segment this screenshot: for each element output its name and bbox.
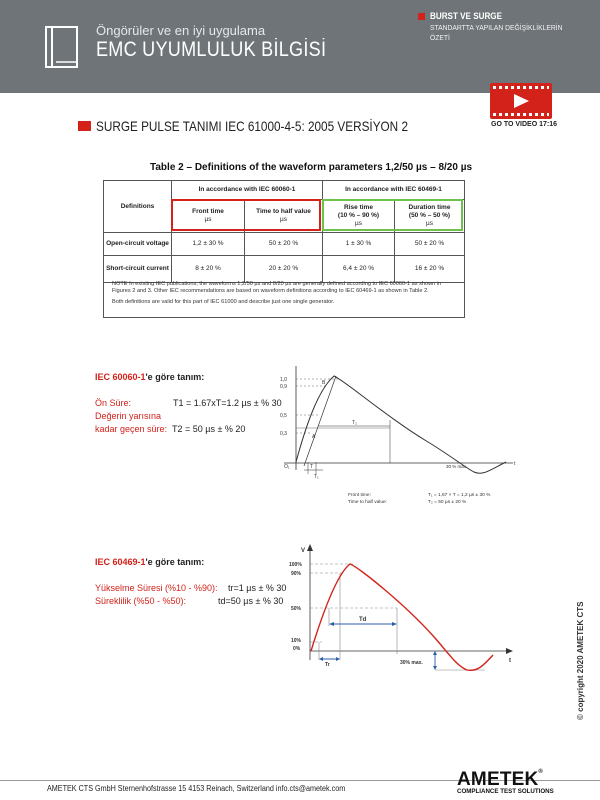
col-half-value: Time to half value µs (245, 200, 323, 233)
table-note (112, 281, 457, 307)
table-cell: 1 ± 30 % (323, 233, 395, 256)
table-cell: 1,2 ± 30 % (172, 233, 245, 256)
front-time-caption: Front time: (348, 493, 371, 498)
play-icon (514, 94, 529, 108)
footer-address: AMETEK CTS GmbH Sternenhofstrasse 15 4153 Reinach, Switzerland info.cts@ametek.com (47, 784, 346, 793)
y-tick-label: 0,3 (280, 431, 287, 437)
half-value-label-1: Değerin yarısına (95, 411, 162, 421)
def2-heading: IEC 60469-1'e göre tanım: (95, 557, 205, 567)
half-value-label-2: kadar geçen süre: (95, 424, 168, 434)
y-tick-label: 100% (289, 562, 302, 568)
copyright-notice: © copyright 2020 AMETEK CTS (576, 601, 585, 720)
half-value-caption: Time to half value: (348, 500, 388, 505)
y-tick-label: 0,5 (280, 413, 287, 419)
point-b-label: B (322, 380, 326, 386)
y-tick-label: 0,9 (280, 384, 287, 390)
header-subtitle: Öngörüler ve en iyi uygulama (96, 23, 266, 38)
table-cell: 6,4 ± 20 % (323, 256, 395, 283)
filmstrip-icon (493, 86, 549, 89)
y-tick-label: 0% (293, 646, 301, 652)
waveform-graph-60469 (285, 542, 525, 682)
point-a-label: A (312, 434, 316, 440)
table-cell: 50 ± 20 % (245, 233, 323, 256)
table-cell: 20 ± 20 % (245, 256, 323, 283)
table-cell: 16 ± 20 % (395, 256, 465, 283)
topic-marker (418, 13, 425, 20)
row-label: Open-circuit voltage (104, 233, 172, 256)
section-marker (78, 121, 91, 131)
table-header-group1: In accordance with IEC 60060-1 (172, 181, 323, 200)
y-tick-label: 1,0 (280, 377, 287, 383)
col-rise-time: Rise time (10 % – 90 %) µs (323, 200, 395, 233)
rise-time-label: Yükselme Süresi (%10 - %90): (95, 583, 218, 593)
section-title: SURGE PULSE TANIMI IEC 61000-4-5: 2005 VERSİYON 2 (96, 118, 408, 134)
company-tagline: COMPLIANCE TEST SOLUTIONS (457, 788, 554, 795)
x-axis-label: t (509, 658, 511, 664)
page-title: EMC UYUMLULUK BİLGİSİ (96, 38, 327, 61)
rise-time-value: tr=1 µs ± % 30 (228, 583, 287, 593)
table-header-group2: In accordance with IEC 60469-1 (323, 181, 465, 200)
y-tick-label: 90% (291, 571, 302, 577)
table-row (104, 256, 465, 283)
duration-value: td=50 µs ± % 30 (218, 596, 284, 606)
highlight-iec60469 (322, 199, 463, 231)
waveform-table (103, 180, 465, 283)
half-value-value: T2 = 50 µs ± % 20 (172, 424, 246, 434)
o1-label: O₁ (284, 464, 290, 470)
col-duration: Duration time (50 % – 50 %) µs (395, 200, 465, 233)
front-time-formula: T₁ = 1,67 × T = 1,2 µs ± 30 % (428, 493, 491, 498)
row-label: Short-circuit current (104, 256, 172, 283)
half-value-formula: T₂ = 50 µs ± 20 % (428, 500, 467, 505)
table-caption: Table 2 – Definitions of the waveform parameters 1,2/50 µs – 8/20 µs (150, 162, 473, 173)
highlight-iec60060 (171, 199, 321, 231)
y-tick-label: 10% (291, 638, 302, 644)
table-cell: 50 ± 20 % (395, 233, 465, 256)
filmstrip-icon (493, 113, 549, 116)
t-label: T (310, 464, 314, 470)
book-icon (43, 25, 80, 69)
def1-heading: IEC 60060-1'e göre tanım: (95, 372, 205, 382)
video-link-label[interactable]: GO TO VIDEO 17:16 (491, 121, 558, 128)
table-header-definitions: Definitions (104, 181, 172, 233)
y-tick-label: 50% (291, 606, 302, 612)
front-time-value: T1 = 1.67xT=1.2 µs ± % 30 (173, 398, 282, 408)
t2-label: T₂ (352, 420, 357, 426)
duration-label: Süreklilik (%50 - %50): (95, 596, 187, 606)
table-note-text-2: Both definitions are valid for this part of IEC 61000 and describe just one single generator. (112, 299, 335, 306)
max-undershoot-label: 30% max. (400, 660, 423, 666)
table-cell: 8 ± 20 % (172, 256, 245, 283)
topic-subtitle: STANDARTTA YAPILAN DEĞİŞİKLİKLERİN ÖZETİ (430, 23, 563, 42)
company-logo: AMETEK® (457, 769, 544, 790)
x-axis-label: t (514, 461, 516, 467)
table-note-text: NOTE In existing IEC publications, the waveforms 1,2/50 µs and 8/20 µs are generally defined according to IEC 60060-1 as shown in Figures 2 and 3. Other IEC recommendations are based on waveform definitions according to IEC 60469-1 as shown in Table 2. (112, 281, 442, 295)
table-row (104, 233, 465, 256)
v-axis-label: V (301, 548, 306, 554)
t1-label: T₁ (314, 474, 319, 480)
topic-title: BURST VE SURGE (430, 11, 503, 21)
go-to-video-button[interactable] (490, 83, 552, 119)
tr-label: Tr (325, 662, 330, 668)
waveform-graph-60060 (278, 358, 528, 518)
td-label: Td (359, 617, 367, 623)
max-undershoot-label: 30 % max. (446, 464, 468, 469)
col-front-time: Front time µs (172, 200, 245, 233)
front-time-label: Ön Süre: (95, 398, 132, 408)
